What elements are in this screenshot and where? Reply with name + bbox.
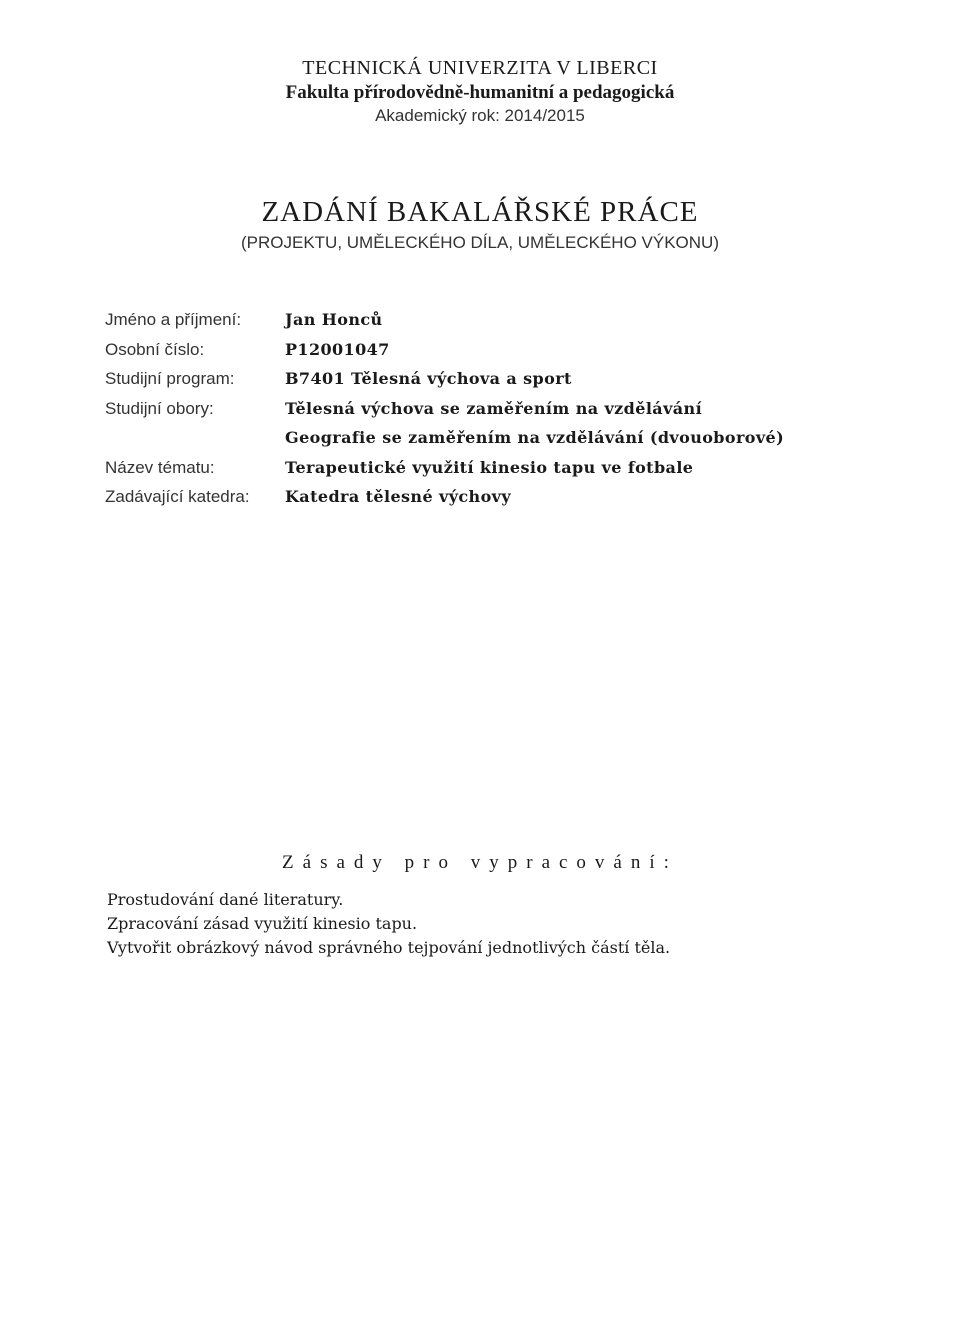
info-row-program	[105, 369, 784, 399]
info-value: Tělesná výchova se zaměřením na vzdělávání	[285, 398, 703, 418]
principle-item: Vytvořit obrázkový návod správného tejpování jednotlivých částí těla.	[107, 938, 671, 957]
info-row-fields-2	[105, 428, 784, 458]
info-value: Katedra tělesné výchovy	[285, 487, 512, 506]
info-value: Jan Honců	[285, 310, 383, 329]
info-row-name	[105, 310, 784, 340]
info-label: Zadávající katedra:	[105, 487, 250, 506]
info-row-topic	[105, 458, 784, 488]
principles-list	[107, 888, 670, 960]
info-row-id	[105, 340, 784, 370]
info-label: Studijní obory:	[105, 398, 214, 418]
info-value: B7401 Tělesná výchova a sport	[285, 369, 572, 388]
info-row-fields	[105, 399, 784, 429]
university-name: TECHNICKÁ UNIVERZITA V LIBERCI	[302, 57, 658, 79]
faculty-name: Fakulta přírodovědně-humanitní a pedagogická	[285, 82, 675, 103]
info-row-department	[105, 487, 784, 517]
info-label: Osobní číslo:	[105, 339, 205, 359]
info-value: P12001047	[285, 339, 390, 359]
principle-item: Zpracování zásad využití kinesio tapu.	[107, 914, 418, 933]
principle-item: Prostudování dané literatury.	[107, 890, 344, 909]
info-value: Geografie se zaměřením na vzdělávání (dvouoborové)	[285, 428, 785, 447]
info-label: Jméno a příjmení:	[105, 310, 242, 329]
academic-year: Akademický rok: 2014/2015	[375, 106, 585, 125]
document-subtitle: (PROJEKTU, UMĚLECKÉHO DÍLA, UMĚLECKÉHO VÝKONU)	[241, 233, 719, 252]
info-label: Studijní program:	[105, 369, 235, 388]
document-title: ZADÁNÍ BAKALÁŘSKÉ PRÁCE	[261, 196, 699, 228]
principles-heading: Zásady pro vypracování:	[282, 852, 678, 873]
info-label: Název tématu:	[105, 457, 215, 477]
student-info-table	[105, 310, 784, 517]
info-value: Terapeutické využití kinesio tapu ve fotbale	[285, 457, 694, 477]
